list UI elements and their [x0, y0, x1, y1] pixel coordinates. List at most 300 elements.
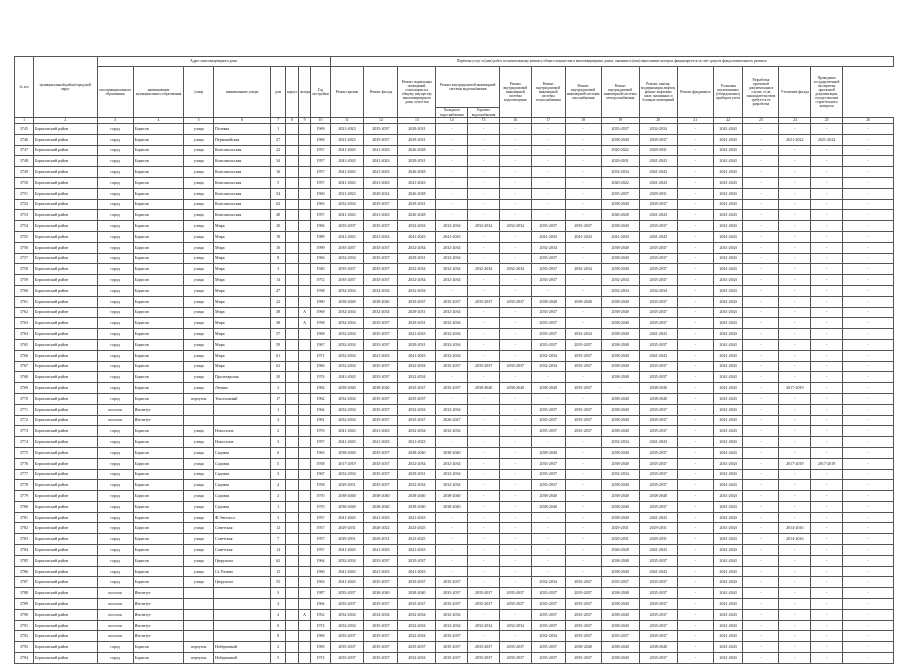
table-cell: Борисовский район [34, 361, 98, 372]
table-cell: 2021-2022 [811, 134, 843, 145]
table-cell: 2035-2037 [468, 361, 500, 372]
table-cell: 2035-2037 [364, 253, 398, 264]
table-cell: 2041-2043 [639, 231, 677, 242]
table-cell: 2035-2037 [639, 447, 677, 458]
table-cell: Борисов [133, 167, 184, 178]
table-cell: 2035-2037 [531, 469, 565, 480]
table-cell: Садовая [214, 447, 271, 458]
table-cell: - [565, 491, 601, 502]
table-cell [298, 599, 311, 610]
table-cell: 3771 [15, 404, 34, 415]
col-basement-header: Ремонт подвальных помещений, относящихся к общему имуществу многоквартирного дома, отмостки [398, 67, 436, 118]
table-cell: город [97, 167, 133, 178]
col-cold-header: Холодного водоснабжения [436, 108, 468, 118]
table-cell: Борисов [133, 372, 184, 383]
table-cell: 2029-2031 [601, 534, 639, 545]
table-cell: - [842, 296, 893, 307]
table-cell: 2035-2037 [330, 642, 364, 653]
table-cell: 2032-2034 [565, 264, 601, 275]
table-cell: улица [184, 156, 214, 167]
table-cell: 2038-2040 [531, 383, 565, 394]
table-cell [286, 275, 299, 286]
table-cell: - [468, 134, 500, 145]
table-cell: - [677, 447, 713, 458]
table-cell: 2029-2031 [601, 523, 639, 534]
table-cell: 2041-2043 [330, 156, 364, 167]
table-cell: 2038-2040 [531, 447, 565, 458]
table-cell: - [531, 545, 565, 556]
table-cell: 2038-2040 [468, 383, 500, 394]
table-cell: - [468, 242, 500, 253]
table-cell: - [531, 437, 565, 448]
table-cell: город [97, 491, 133, 502]
table-cell: улица [184, 447, 214, 458]
table-cell: 2041-2043 [713, 372, 743, 383]
table-cell: 2032-2034 [330, 318, 364, 329]
table-cell: - [743, 393, 779, 404]
table-cell [286, 566, 299, 577]
table-cell: - [842, 437, 893, 448]
table-cell: 3759 [15, 275, 34, 286]
table-cell: - [499, 242, 531, 253]
table-cell: - [842, 523, 893, 534]
table-cell: Институт [133, 620, 184, 631]
table-cell: 2041-2043 [713, 653, 743, 664]
table-cell: - [677, 167, 713, 178]
col-electric-header: Ремонт внутридомовой инженерной системы электроснабжения [601, 67, 639, 118]
table-cell: 1984 [311, 221, 330, 232]
table-cell: - [743, 231, 779, 242]
table-cell: 1957 [311, 156, 330, 167]
table-cell: 2029-2031 [398, 253, 436, 264]
table-cell [286, 124, 299, 135]
table-cell: 2038-2040 [330, 383, 364, 394]
table-cell: 2038-2040 [364, 588, 398, 599]
table-cell: - [743, 372, 779, 383]
table-cell: Борисовский район [34, 447, 98, 458]
table-cell: 2035-2037 [436, 577, 468, 588]
table-cell: - [779, 253, 811, 264]
column-number-cell: 6 [214, 118, 271, 124]
table-cell: 2029-2031 [398, 134, 436, 145]
table-cell: 2041-2043 [713, 285, 743, 296]
table-cell: 2038-2040 [601, 620, 639, 631]
table-cell: 1969 [311, 124, 330, 135]
table-cell: 2041-2043 [639, 437, 677, 448]
table-cell: 1957 [311, 512, 330, 523]
table-cell [286, 339, 299, 350]
table-cell: 2041-2043 [713, 534, 743, 545]
table-cell: 2041-2043 [531, 231, 565, 242]
table-cell: Институт [133, 609, 184, 620]
table-cell: 2026-2027 [436, 415, 468, 426]
table-cell [298, 167, 311, 178]
table-cell: - [677, 566, 713, 577]
table-cell: - [779, 415, 811, 426]
table-cell: - [468, 167, 500, 178]
table-cell: город [97, 642, 133, 653]
table-cell: - [743, 339, 779, 350]
table-cell [298, 491, 311, 502]
table-cell: 2032-2034 [364, 285, 398, 296]
table-cell: Борисовский район [34, 555, 98, 566]
table-cell: - [499, 167, 531, 178]
table-cell [286, 653, 299, 664]
table-cell: Борисов [133, 329, 184, 340]
col-design-header: Разработка проектной документации в случае, если законодательством требуется ее разработка [743, 67, 779, 118]
table-cell: 2032-2034 [601, 275, 639, 286]
table-cell: - [779, 361, 811, 372]
table-cell: Борисов [133, 285, 184, 296]
table-cell: - [677, 199, 713, 210]
table-cell: - [565, 393, 601, 404]
table-cell: город [97, 577, 133, 588]
table-cell: 2021-2023 [330, 188, 364, 199]
table-cell: 2035-2037 [639, 620, 677, 631]
table-cell: - [842, 631, 893, 642]
table-cell: 2035-2037 [468, 588, 500, 599]
table-cell [298, 588, 311, 599]
table-cell: - [468, 534, 500, 545]
table-cell: Борисов [133, 545, 184, 556]
table-cell: Мира [214, 221, 271, 232]
table-cell: 2035-2037 [364, 653, 398, 664]
table-cell: 2035-2037 [398, 383, 436, 394]
table-row [15, 275, 894, 286]
table-cell: - [743, 383, 779, 394]
table-cell: - [468, 545, 500, 556]
table-cell: - [811, 210, 843, 221]
table-cell: 2032-2034 [436, 469, 468, 480]
table-cell: - [677, 210, 713, 221]
table-cell: - [842, 210, 893, 221]
table-cell: улица [184, 275, 214, 286]
table-cell [298, 264, 311, 275]
table-cell: 2035-2037 [531, 653, 565, 664]
table-cell: - [677, 512, 713, 523]
table-cell: 4 [271, 609, 286, 620]
table-cell: 2029-2031 [398, 469, 436, 480]
table-cell: 2035-2037 [436, 599, 468, 610]
table-cell: город [97, 566, 133, 577]
table-cell: - [743, 361, 779, 372]
table-cell: 1964 [311, 599, 330, 610]
column-number-cell: 5 [184, 118, 214, 124]
table-cell: Борисов [133, 350, 184, 361]
table-cell: - [811, 339, 843, 350]
table-cell: 2041-2043 [436, 231, 468, 242]
table-cell [298, 577, 311, 588]
table-cell: - [842, 242, 893, 253]
table-cell: 2035-2037 [364, 318, 398, 329]
table-cell: 2038-2040 [601, 447, 639, 458]
table-cell: 14 [271, 275, 286, 286]
table-cell: - [468, 199, 500, 210]
table-row [15, 177, 894, 188]
table-cell: - [811, 296, 843, 307]
table-cell: 2035-2037 [364, 361, 398, 372]
table-cell: - [743, 566, 779, 577]
table-cell: 62 [271, 199, 286, 210]
table-cell: Борисов [133, 426, 184, 437]
table-cell: 6 [271, 447, 286, 458]
table-cell: 2041-2043 [330, 545, 364, 556]
table-cell: 3752 [15, 199, 34, 210]
table-cell [298, 555, 311, 566]
table-cell: - [436, 372, 468, 383]
table-cell: - [531, 512, 565, 523]
table-cell: - [468, 285, 500, 296]
table-cell: - [677, 339, 713, 350]
table-cell [286, 523, 299, 534]
table-cell: - [468, 458, 500, 469]
table-cell: 2035-2037 [364, 134, 398, 145]
table-cell: 2041-2043 [398, 512, 436, 523]
col-hot-header: Горячего водоснабжения [468, 108, 500, 118]
table-cell: Борисовский район [34, 275, 98, 286]
table-cell [286, 426, 299, 437]
table-cell: - [531, 393, 565, 404]
table-cell: 2020-2022 [601, 145, 639, 156]
table-cell: - [468, 188, 500, 199]
table-cell: - [779, 350, 811, 361]
table-cell: 1963 [311, 447, 330, 458]
table-cell: - [565, 372, 601, 383]
table-cell [298, 404, 311, 415]
column-number-cell: 2 [34, 118, 98, 124]
table-cell: 2035-2037 [639, 653, 677, 664]
table-cell: 2041-2043 [713, 383, 743, 394]
table-cell: 2038-2040 [499, 383, 531, 394]
table-cell: - [779, 588, 811, 599]
table-cell: 3776 [15, 458, 34, 469]
table-cell: - [779, 188, 811, 199]
table-cell: 2041-2043 [398, 566, 436, 577]
table-cell: - [499, 491, 531, 502]
table-cell: 2035-2037 [499, 588, 531, 599]
table-cell: 2041-2043 [639, 566, 677, 577]
table-cell: 2041-2043 [713, 588, 743, 599]
table-cell: 3773 [15, 426, 34, 437]
table-cell: - [468, 426, 500, 437]
table-cell: 2041-2043 [713, 156, 743, 167]
table-cell: - [743, 523, 779, 534]
table-cell: Борисовский район [34, 620, 98, 631]
table-cell: 2026-2028 [398, 145, 436, 156]
table-cell: 1964 [311, 404, 330, 415]
table-cell: - [842, 275, 893, 286]
table-cell: - [499, 124, 531, 135]
table-cell: - [779, 242, 811, 253]
table-cell: - [811, 242, 843, 253]
table-cell: 2035-2037 [639, 415, 677, 426]
table-cell: - [677, 491, 713, 502]
table-cell [286, 296, 299, 307]
table-cell: Борисовский район [34, 566, 98, 577]
table-cell: 2038-2040 [601, 339, 639, 350]
column-number-cell: 13 [398, 118, 436, 124]
table-row [15, 631, 894, 642]
table-cell: 2035-2037 [531, 253, 565, 264]
table-cell: Мира [214, 329, 271, 340]
table-cell: - [842, 393, 893, 404]
table-cell: - [842, 383, 893, 394]
table-cell: 8 [271, 253, 286, 264]
table-cell: 3747 [15, 145, 34, 156]
table-cell: 2035-2037 [639, 501, 677, 512]
column-number-cell: 11 [330, 118, 364, 124]
table-cell [286, 534, 299, 545]
table-cell: 2035-2037 [330, 653, 364, 664]
table-cell: - [743, 588, 779, 599]
table-cell [214, 620, 271, 631]
col-control-header: Проведение государственной экспертизы проектной документации, осуществление строительного контроля [811, 67, 843, 118]
table-cell: - [499, 577, 531, 588]
table-cell: 2038-2040 [601, 242, 639, 253]
table-cell: - [677, 361, 713, 372]
table-cell: - [468, 393, 500, 404]
table-cell: Борисов [133, 383, 184, 394]
column-number-cell: 17 [531, 118, 565, 124]
table-cell: Мира [214, 350, 271, 361]
table-cell: - [436, 545, 468, 556]
table-cell [298, 447, 311, 458]
table-cell: - [811, 383, 843, 394]
table-cell: 2041-2043 [364, 566, 398, 577]
col-gas-header: Ремонт внутридомовой инженерной системы газоснабжения [565, 67, 601, 118]
table-row [15, 296, 894, 307]
col-foundation-header: Ремонт фундамента [677, 67, 713, 118]
table-cell: улица [184, 307, 214, 318]
table-cell: - [842, 285, 893, 296]
table-cell: - [743, 350, 779, 361]
table-cell [298, 512, 311, 523]
table-cell: 2041-2043 [713, 437, 743, 448]
table-cell: 2041-2043 [713, 361, 743, 372]
table-row [15, 307, 894, 318]
table-cell: 2038-2040 [601, 253, 639, 264]
table-cell: - [565, 242, 601, 253]
table-cell: - [811, 480, 843, 491]
table-cell: - [499, 458, 531, 469]
table-cell: - [436, 145, 468, 156]
table-cell: - [842, 404, 893, 415]
table-cell: - [842, 329, 893, 340]
table-cell: - [436, 566, 468, 577]
table-cell: 2041-2043 [639, 512, 677, 523]
table-cell: 2035-2037 [436, 642, 468, 653]
table-row [15, 447, 894, 458]
table-cell: - [499, 609, 531, 620]
table-cell: Первомайская [214, 134, 271, 145]
table-cell: город [97, 512, 133, 523]
table-cell [298, 458, 311, 469]
table-cell [298, 426, 311, 437]
table-cell: Борисов [133, 555, 184, 566]
column-number-cell: 18 [565, 118, 601, 124]
table-cell: - [842, 642, 893, 653]
table-cell [286, 145, 299, 156]
table-cell: 1960 [311, 188, 330, 199]
table-cell: Борисовский район [34, 339, 98, 350]
table-cell: 2032-2034 [398, 631, 436, 642]
table-cell: улица [184, 210, 214, 221]
table-cell: - [677, 631, 713, 642]
table-row [15, 361, 894, 372]
table-cell: 2038-2040 [601, 296, 639, 307]
table-cell: - [779, 329, 811, 340]
table-cell: 20 [271, 221, 286, 232]
table-cell: 2041-2043 [713, 264, 743, 275]
table-cell: - [811, 653, 843, 664]
table-cell: - [811, 620, 843, 631]
table-cell: 2035-2037 [639, 599, 677, 610]
table-cell: 1968 [311, 329, 330, 340]
table-cell: Борисовский район [34, 609, 98, 620]
table-cell: 2035-2037 [531, 404, 565, 415]
table-cell: - [842, 512, 893, 523]
table-cell: 10 [271, 242, 286, 253]
table-cell: 2038-2040 [601, 415, 639, 426]
table-cell: 14 [271, 545, 286, 556]
table-cell: 18 [271, 231, 286, 242]
table-cell: город [97, 318, 133, 329]
table-cell: улица [184, 512, 214, 523]
table-cell: Мира [214, 339, 271, 350]
col-num-header: № п/п [15, 57, 34, 118]
table-cell: 8 [271, 631, 286, 642]
table-cell: 3784 [15, 545, 34, 556]
table-cell: 3787 [15, 577, 34, 588]
table-cell: город [97, 469, 133, 480]
table-cell: Борисовский район [34, 242, 98, 253]
table-cell: Борисов [133, 156, 184, 167]
table-cell: - [565, 199, 601, 210]
table-cell: - [779, 620, 811, 631]
table-cell: 1970 [311, 501, 330, 512]
table-cell: 1974 [311, 372, 330, 383]
table-cell: 2041-2043 [364, 512, 398, 523]
table-cell: - [468, 177, 500, 188]
table-cell: 2041-2043 [330, 145, 364, 156]
table-cell: 2041-2043 [713, 469, 743, 480]
table-cell: город [97, 221, 133, 232]
table-cell: 1958 [311, 480, 330, 491]
table-cell [214, 609, 271, 620]
column-number-cell: 25 [811, 118, 843, 124]
table-cell: 1983 [311, 642, 330, 653]
table-cell: - [842, 156, 893, 167]
table-cell: - [677, 426, 713, 437]
table-cell: - [531, 145, 565, 156]
table-cell: - [743, 577, 779, 588]
table-cell: 2032-2034 [468, 264, 500, 275]
table-cell: - [499, 447, 531, 458]
table-cell: 1974 [311, 620, 330, 631]
table-cell: улица [184, 501, 214, 512]
table-cell: 2035-2037 [531, 458, 565, 469]
table-cell: 2035-2037 [565, 609, 601, 620]
table-cell: 2035-2037 [364, 555, 398, 566]
table-cell: - [811, 491, 843, 502]
table-cell: - [811, 437, 843, 448]
table-cell: 2041-2043 [639, 156, 677, 167]
col-settlement-type-header: тип муниципального образования [97, 67, 133, 118]
table-cell: - [677, 264, 713, 275]
table-cell: город [97, 177, 133, 188]
table-cell: - [436, 393, 468, 404]
table-cell: 2041-2043 [713, 577, 743, 588]
